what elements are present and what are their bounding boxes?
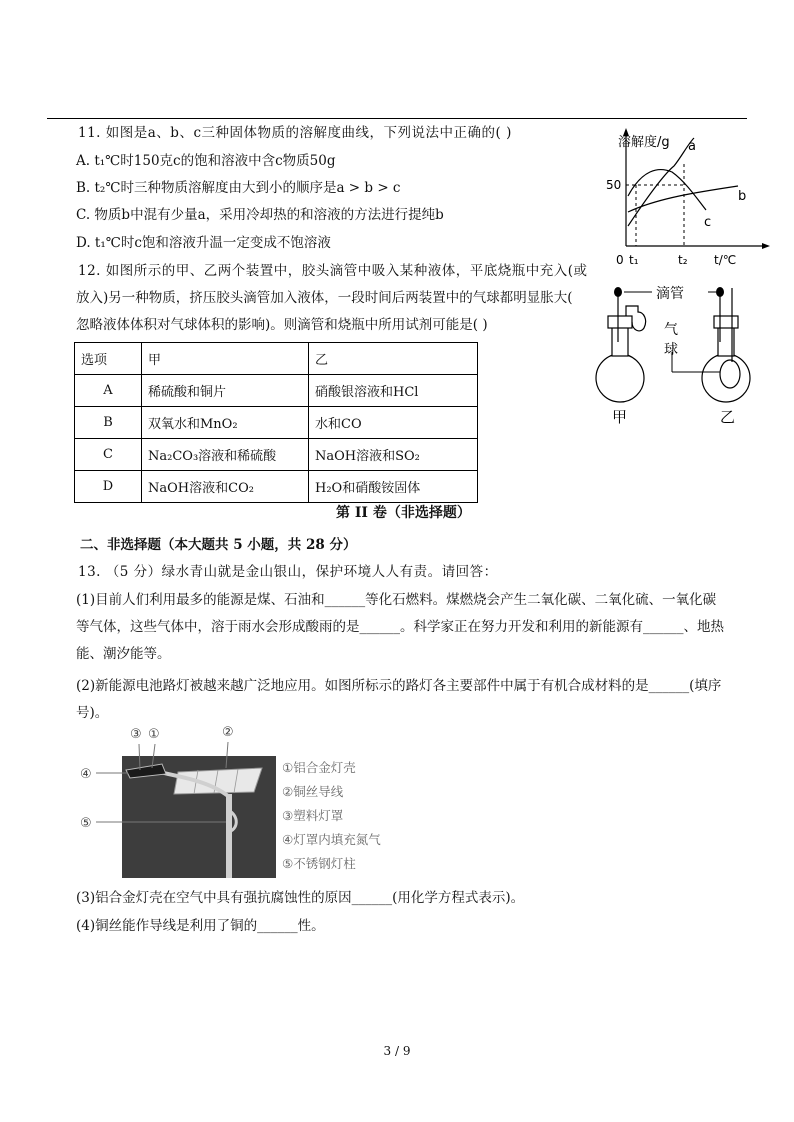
lamp-legend-item: ①铝合金灯壳 (282, 760, 356, 775)
q12-line1: 12. 如图所示的甲、乙两个装置中，胶头滴管中吸入某种液体，平底烧瓶中充入(或 (78, 263, 588, 279)
q11-option-a: A. t₁℃时150克c的饱和溶液中含c物质50g (76, 153, 336, 169)
curve-c (628, 170, 706, 210)
table-cell: Na₂CO₃溶液和稀硫酸 (142, 439, 309, 471)
table-row (75, 471, 478, 503)
graph-label-c: c (704, 215, 712, 230)
q12-line2: 放入)另一种物质，挤压胶头滴管加入液体，一段时间后两装置中的气球都明显胀大( (76, 290, 573, 306)
flask-jia-body (596, 354, 644, 402)
flask-yi-stopper (714, 316, 738, 328)
table-cell: 稀硫酸和铜片 (142, 375, 309, 407)
table-cell: B (75, 407, 142, 439)
x-axis-arrow (762, 243, 770, 249)
q13-p2-line2: 号)。 (76, 705, 109, 721)
q13-p1-line1: (1)目前人们利用最多的能源是煤、石油和______等化石燃料。煤燃烧会产生二氧化碳、二氧化硫、一氧化碳 (76, 592, 717, 608)
label-dropper: 滴管 (656, 286, 684, 302)
label-yi: 乙 (720, 408, 736, 426)
q13-stem: 13. （5 分）绿水青山就是金山银山，保护环境人人有责。请回答： (78, 564, 498, 580)
lamp-pole (226, 794, 232, 878)
lamp-num-4: ④ (80, 767, 92, 782)
table-header-cell: 选项 (75, 343, 142, 375)
flask-jia-stopper (608, 316, 632, 328)
table-header-cell: 甲 (142, 343, 309, 375)
part-title: 二、非选择题（本大题共 5 小题，共 28 分） (80, 537, 357, 553)
street-lamp-figure (78, 720, 278, 880)
table-cell: D (75, 471, 142, 503)
table-cell: 双氧水和MnO₂ (142, 407, 309, 439)
q13-p2-line1: (2)新能源电池路灯被越来越广泛地应用。如图所标示的路灯各主要部件中属于有机合成材料的是______(填序 (76, 678, 722, 694)
table-row (75, 439, 478, 471)
table-row (75, 407, 478, 439)
lamp-legend-item: ⑤不锈钢灯柱 (282, 856, 356, 871)
solubility-curve-graph (598, 126, 774, 272)
table-cell: NaOH溶液和SO₂ (309, 439, 478, 471)
lamp-num-1: ① (148, 727, 160, 742)
table-header-row (75, 343, 478, 375)
lamp-num-3: ③ (130, 727, 142, 742)
q11-stem: 11. 如图是a、b、c三种固体物质的溶解度曲线，下列说法中正确的( ) (78, 125, 512, 141)
q12-line3: 忽略液体体积对气球体积的影响)。则滴管和烧瓶中所用试剂可能是( ) (76, 317, 488, 333)
q13-p1-line3: 能、潮汐能等。 (76, 646, 171, 662)
header-rule (47, 118, 747, 119)
q11-option-c: C. 物质b中混有少量a，采用冷却热的和溶液的方法进行提纯b (76, 207, 444, 223)
table-header-cell: 乙 (309, 343, 478, 375)
table-cell: A (75, 375, 142, 407)
table-cell: NaOH溶液和CO₂ (142, 471, 309, 503)
dropper-jia-bulb (614, 287, 622, 297)
graph-t2: t₂ (678, 253, 688, 267)
table-cell: 水和CO (309, 407, 478, 439)
q13-p3: (3)铝合金灯壳在空气中具有强抗腐蚀性的原因______(用化学方程式表示)。 (76, 890, 525, 906)
lamp-num-2: ② (222, 725, 234, 740)
label-jia: 甲 (612, 408, 628, 426)
graph-label-b: b (738, 189, 747, 204)
q13-p1-line2: 等气体，这些气体中，溶于雨水会形成酸雨的是______。科学家正在努力开发和利用的新能源有______、地热 (76, 619, 724, 635)
dropper-yi-bulb (716, 287, 724, 297)
lamp-legend-item: ④灯罩内填充氮气 (282, 832, 381, 847)
graph-ylabel: 溶解度/g (618, 135, 670, 150)
lamp-num-5: ⑤ (80, 816, 92, 831)
lamp-legend-item: ②铜丝导线 (282, 784, 344, 799)
graph-origin: 0 (616, 253, 624, 267)
q13-p4: (4)铜丝能作导线是利用了铜的______性。 (76, 918, 325, 934)
page-number: 3 / 9 (383, 1044, 411, 1058)
q11-option-b: B. t₂℃时三种物质溶解度由大到小的顺序是a > b > c (76, 180, 401, 196)
table-cell: C (75, 439, 142, 471)
q11-option-d: D. t₁℃时c饱和溶液升温一定变成不饱溶液 (76, 235, 331, 251)
label-balloon-2: 球 (664, 342, 678, 358)
curve-b (628, 186, 738, 212)
graph-y50: 50 (606, 178, 622, 192)
graph-xlabel: t/℃ (714, 253, 737, 267)
label-balloon-1: 气 (664, 322, 678, 338)
q12-options-table (74, 342, 478, 503)
table-cell: H₂O和硝酸铵固体 (309, 471, 478, 503)
lamp-legend-item: ③塑料灯罩 (282, 808, 344, 823)
section-title: 第 II 卷（非选择题） (336, 505, 471, 521)
graph-label-a: a (688, 139, 696, 154)
table-cell: 硝酸银溶液和HCl (309, 375, 478, 407)
balloon-yi (720, 360, 740, 388)
apparatus-figure (592, 282, 774, 430)
table-row (75, 375, 478, 407)
graph-t1: t₁ (629, 253, 639, 267)
